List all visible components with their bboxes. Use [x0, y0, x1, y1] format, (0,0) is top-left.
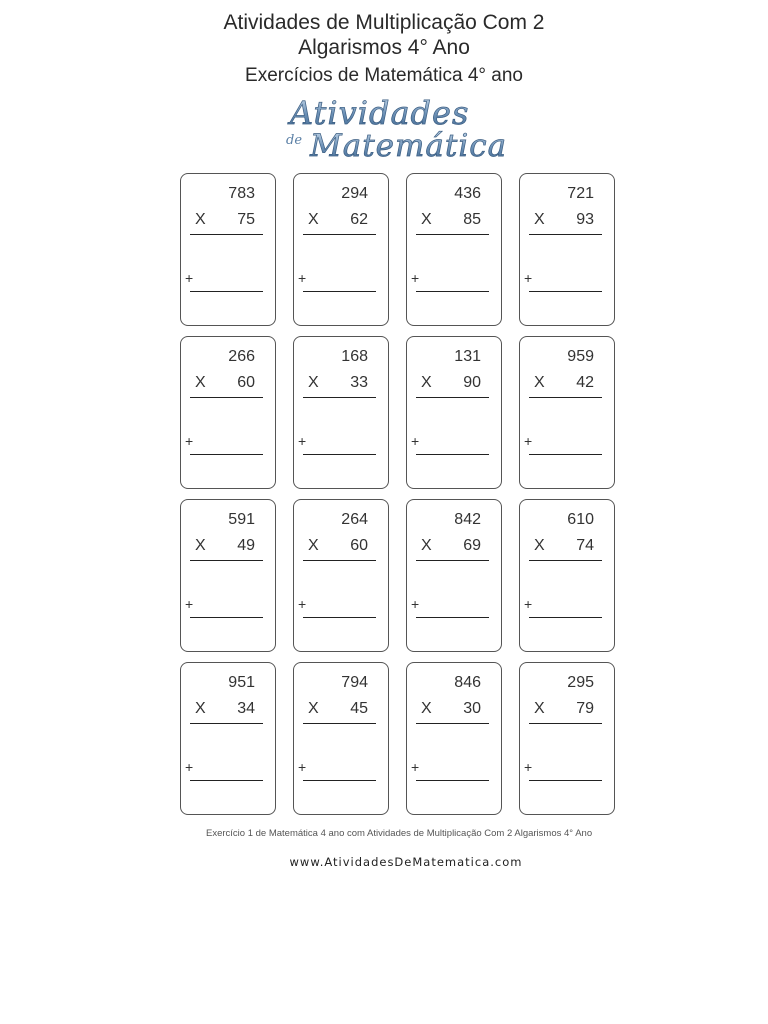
plus-sign: + — [185, 433, 194, 449]
problem-card — [293, 662, 389, 815]
product-line — [303, 234, 376, 235]
answer-line[interactable] — [190, 291, 263, 292]
times-sign: X — [421, 700, 432, 717]
answer-line[interactable] — [303, 780, 376, 781]
multiplier: 60 — [237, 374, 255, 391]
product-line — [190, 560, 263, 561]
times-sign: X — [308, 211, 319, 228]
multiplicand: 591 — [228, 511, 255, 528]
multiplier: 62 — [350, 211, 368, 228]
problem-card — [180, 662, 276, 815]
plus-sign: + — [411, 759, 420, 775]
problem-card — [180, 336, 276, 489]
multiplier: 30 — [463, 700, 481, 717]
problem-card — [293, 336, 389, 489]
logo-line2: Matemática — [310, 128, 508, 162]
plus-sign: + — [298, 270, 307, 286]
problem-card — [293, 499, 389, 652]
multiplier: 93 — [576, 211, 594, 228]
multiplicand: 266 — [228, 348, 255, 365]
product-line — [416, 397, 489, 398]
footer-url[interactable]: www.AtividadesDeMatematica.com — [289, 855, 523, 869]
multiplier: 60 — [350, 537, 368, 554]
plus-sign: + — [185, 270, 194, 286]
multiplier: 33 — [350, 374, 368, 391]
multiplicand: 264 — [341, 511, 368, 528]
plus-sign: + — [411, 270, 420, 286]
multiplier: 85 — [463, 211, 481, 228]
multiplicand: 951 — [228, 674, 255, 691]
times-sign: X — [195, 700, 206, 717]
multiplicand: 294 — [341, 185, 368, 202]
problem-card — [406, 173, 502, 326]
problem-card — [180, 173, 276, 326]
plus-sign: + — [298, 433, 307, 449]
problem-card — [519, 173, 615, 326]
times-sign: X — [534, 211, 545, 228]
product-line — [529, 560, 602, 561]
times-sign: X — [534, 537, 545, 554]
times-sign: X — [421, 374, 432, 391]
problem-card — [406, 662, 502, 815]
answer-line[interactable] — [416, 454, 489, 455]
logo-small: de — [286, 133, 303, 148]
product-line — [190, 234, 263, 235]
site-logo — [284, 92, 534, 162]
product-line — [529, 397, 602, 398]
multiplier: 69 — [463, 537, 481, 554]
page-subtitle: Exercícios de Matemática 4° ano — [245, 65, 523, 86]
answer-line[interactable] — [529, 780, 602, 781]
product-line — [416, 723, 489, 724]
times-sign: X — [308, 537, 319, 554]
product-line — [529, 723, 602, 724]
multiplicand: 610 — [567, 511, 594, 528]
plus-sign: + — [185, 596, 194, 612]
problem-card — [406, 336, 502, 489]
times-sign: X — [534, 374, 545, 391]
multiplicand: 842 — [454, 511, 481, 528]
answer-line[interactable] — [303, 291, 376, 292]
plus-sign: + — [411, 596, 420, 612]
plus-sign: + — [298, 759, 307, 775]
problem-card — [293, 173, 389, 326]
plus-sign: + — [298, 596, 307, 612]
multiplier: 34 — [237, 700, 255, 717]
plus-sign: + — [524, 596, 533, 612]
plus-sign: + — [524, 433, 533, 449]
multiplicand: 436 — [454, 185, 481, 202]
multiplier: 45 — [350, 700, 368, 717]
product-line — [303, 397, 376, 398]
plus-sign: + — [185, 759, 194, 775]
answer-line[interactable] — [529, 454, 602, 455]
plus-sign: + — [411, 433, 420, 449]
footer-caption: Exercício 1 de Matemática 4 ano com Atividades de Multiplicação Com 2 Algarismos 4° Ano — [206, 828, 593, 839]
plus-sign: + — [524, 270, 533, 286]
answer-line[interactable] — [416, 617, 489, 618]
multiplier: 49 — [237, 537, 255, 554]
answer-line[interactable] — [303, 617, 376, 618]
times-sign: X — [195, 537, 206, 554]
product-line — [416, 234, 489, 235]
answer-line[interactable] — [529, 617, 602, 618]
product-line — [303, 723, 376, 724]
answer-line[interactable] — [190, 780, 263, 781]
multiplicand: 295 — [567, 674, 594, 691]
times-sign: X — [308, 374, 319, 391]
multiplier: 42 — [576, 374, 594, 391]
multiplicand: 131 — [454, 348, 481, 365]
multiplicand: 959 — [567, 348, 594, 365]
times-sign: X — [195, 374, 206, 391]
answer-line[interactable] — [416, 780, 489, 781]
multiplicand: 794 — [341, 674, 368, 691]
problem-card — [406, 499, 502, 652]
product-line — [190, 397, 263, 398]
logo-line1: Atividades — [290, 94, 470, 132]
problem-card — [519, 499, 615, 652]
problem-grid — [180, 173, 616, 817]
times-sign: X — [534, 700, 545, 717]
product-line — [190, 723, 263, 724]
multiplicand: 721 — [567, 185, 594, 202]
multiplier: 90 — [463, 374, 481, 391]
times-sign: X — [421, 537, 432, 554]
product-line — [529, 234, 602, 235]
product-line — [416, 560, 489, 561]
multiplicand: 846 — [454, 674, 481, 691]
answer-line[interactable] — [190, 454, 263, 455]
problem-card — [519, 336, 615, 489]
page-title: Atividades de Multiplicação Com 2 Algarismos 4° Ano — [223, 11, 545, 59]
answer-line[interactable] — [190, 617, 263, 618]
times-sign: X — [195, 211, 206, 228]
answer-line[interactable] — [416, 291, 489, 292]
plus-sign: + — [524, 759, 533, 775]
times-sign: X — [421, 211, 432, 228]
multiplier: 79 — [576, 700, 594, 717]
product-line — [303, 560, 376, 561]
multiplicand: 783 — [228, 185, 255, 202]
multiplier: 75 — [237, 211, 255, 228]
answer-line[interactable] — [303, 454, 376, 455]
times-sign: X — [308, 700, 319, 717]
problem-card — [180, 499, 276, 652]
answer-line[interactable] — [529, 291, 602, 292]
problem-card — [519, 662, 615, 815]
multiplicand: 168 — [341, 348, 368, 365]
multiplier: 74 — [576, 537, 594, 554]
